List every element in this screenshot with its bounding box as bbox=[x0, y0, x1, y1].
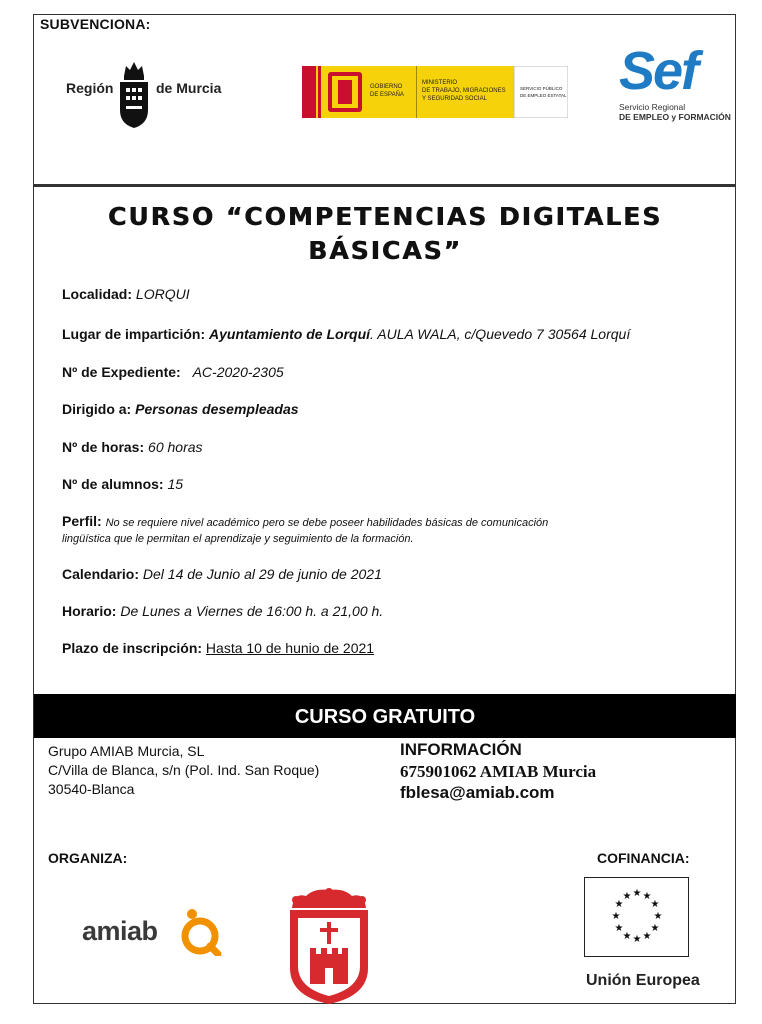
gov-left-line2: DE ESPAÑA bbox=[370, 92, 404, 98]
localidad-label: Localidad: bbox=[62, 286, 133, 302]
svg-text:★: ★ bbox=[642, 931, 652, 942]
cofinancia-label: COFINANCIA: bbox=[597, 850, 690, 866]
info-heading: INFORMACIÓN bbox=[400, 740, 522, 759]
lugar-value-address: . AULA WALA, c/Quevedo 7 30564 Lorquí bbox=[370, 326, 631, 342]
svg-text:★: ★ bbox=[622, 891, 632, 902]
alumnos-label: Nº de alumnos: bbox=[62, 476, 164, 492]
contact-info bbox=[400, 740, 596, 803]
calendario-label: Calendario: bbox=[62, 566, 140, 582]
header-divider bbox=[34, 184, 736, 187]
detail-dirigido bbox=[62, 401, 299, 417]
murcia-crest-icon bbox=[116, 58, 152, 130]
lugar-value-venue: Ayuntamiento de Lorquí bbox=[209, 326, 371, 342]
free-course-banner: CURSO GRATUITO bbox=[34, 694, 736, 738]
lugar-label: Lugar de impartición: bbox=[62, 326, 206, 342]
svg-text:★: ★ bbox=[653, 911, 663, 922]
region-murcia-text-left: Región bbox=[66, 80, 114, 96]
gov-mid-line2: DE TRABAJO, MIGRACIONES bbox=[422, 88, 506, 94]
eu-label: Unión Europea bbox=[586, 972, 700, 989]
gov-right-line2: DE EMPLEO ESTATAL bbox=[520, 93, 567, 98]
detail-plazo bbox=[62, 640, 374, 656]
sef-wordmark: Sef bbox=[619, 41, 698, 101]
perfil-value-line2: lingüística que le permitan el aprendizaje y seguimiento de la formación. bbox=[62, 533, 414, 545]
expediente-label: Nº de Expediente: bbox=[62, 364, 181, 380]
info-email[interactable]: fblesa@amiab.com bbox=[400, 783, 555, 802]
course-title bbox=[34, 200, 736, 268]
perfil-label: Perfil: bbox=[62, 513, 102, 529]
perfil-value-line1: No se requiere nivel académico pero se debe poseer habilidades básicas de comunicación bbox=[105, 517, 549, 529]
info-phone[interactable]: 675901062 AMIAB Murcia bbox=[400, 762, 597, 781]
gov-mid-line1: MINISTERIO bbox=[422, 80, 458, 86]
svg-text:★: ★ bbox=[611, 911, 621, 922]
svg-text:★: ★ bbox=[614, 899, 624, 910]
svg-text:★: ★ bbox=[632, 934, 642, 945]
sponsor-logos bbox=[34, 40, 736, 150]
detail-expediente bbox=[62, 364, 284, 380]
svg-text:★: ★ bbox=[632, 888, 642, 899]
alumnos-value: 15 bbox=[167, 476, 184, 492]
gov-mid-line3: Y SEGURIDAD SOCIAL bbox=[422, 96, 487, 102]
address-line2: C/Villa de Blanca, s/n (Pol. Ind. San Roque) bbox=[48, 762, 320, 778]
municipal-shield-icon bbox=[284, 888, 374, 1006]
horas-value: 60 horas bbox=[148, 439, 203, 455]
region-murcia-logo bbox=[64, 58, 234, 130]
detail-lugar bbox=[62, 326, 630, 342]
amiab-logo bbox=[82, 906, 232, 958]
eu-flag bbox=[584, 877, 689, 957]
svg-text:★: ★ bbox=[614, 923, 624, 934]
sef-subtitle-line1: Servicio Regional bbox=[619, 102, 686, 112]
dirigido-value: Personas desempleadas bbox=[135, 401, 299, 417]
detail-perfil bbox=[62, 513, 548, 547]
detail-localidad bbox=[62, 286, 190, 302]
expediente-value: AC-2020-2305 bbox=[192, 364, 284, 380]
detail-horario bbox=[62, 603, 383, 619]
svg-text:★: ★ bbox=[650, 923, 660, 934]
address-line3: 30540-Blanca bbox=[48, 781, 135, 797]
gov-right-line1: SERVICIO PÚBLICO bbox=[520, 86, 563, 91]
detail-horas bbox=[62, 439, 203, 455]
region-murcia-text-right: de Murcia bbox=[156, 80, 222, 96]
gobierno-espana-logo bbox=[302, 66, 568, 118]
plazo-label: Plazo de inscripción: bbox=[62, 640, 203, 656]
organizer-address bbox=[48, 742, 319, 799]
svg-text:★: ★ bbox=[622, 931, 632, 942]
subvenciona-label: SUBVENCIONA: bbox=[40, 16, 151, 32]
amiab-magnifier-icon bbox=[178, 908, 224, 956]
amiab-wordmark: amiab bbox=[82, 916, 158, 946]
gov-left-line1: GOBIERNO bbox=[370, 84, 403, 90]
detail-calendario bbox=[62, 566, 382, 582]
localidad-value: LORQUI bbox=[135, 286, 190, 302]
address-line1: Grupo AMIAB Murcia, SL bbox=[48, 743, 205, 759]
horario-label: Horario: bbox=[62, 603, 117, 619]
plazo-value: Hasta 10 de hunio de 2021 bbox=[205, 640, 375, 656]
course-title-line2: BÁSICAS” bbox=[308, 236, 462, 265]
calendario-value: Del 14 de Junio al 29 de junio de 2021 bbox=[142, 566, 382, 582]
course-title-line1: CURSO “COMPETENCIAS DIGITALES bbox=[107, 202, 663, 231]
horario-value: De Lunes a Viernes de 16:00 h. a 21,00 h. bbox=[120, 603, 384, 619]
svg-text:★: ★ bbox=[650, 899, 660, 910]
organiza-label: ORGANIZA: bbox=[48, 850, 128, 866]
svg-text:★: ★ bbox=[642, 891, 652, 902]
eu-stars-icon bbox=[605, 884, 669, 948]
horas-label: Nº de horas: bbox=[62, 439, 145, 455]
sef-subtitle bbox=[619, 102, 731, 122]
detail-alumnos bbox=[62, 476, 183, 492]
dirigido-label: Dirigido a: bbox=[62, 401, 132, 417]
sef-subtitle-line2: DE EMPLEO y FORMACIÓN bbox=[619, 112, 731, 122]
sef-logo bbox=[619, 40, 729, 130]
